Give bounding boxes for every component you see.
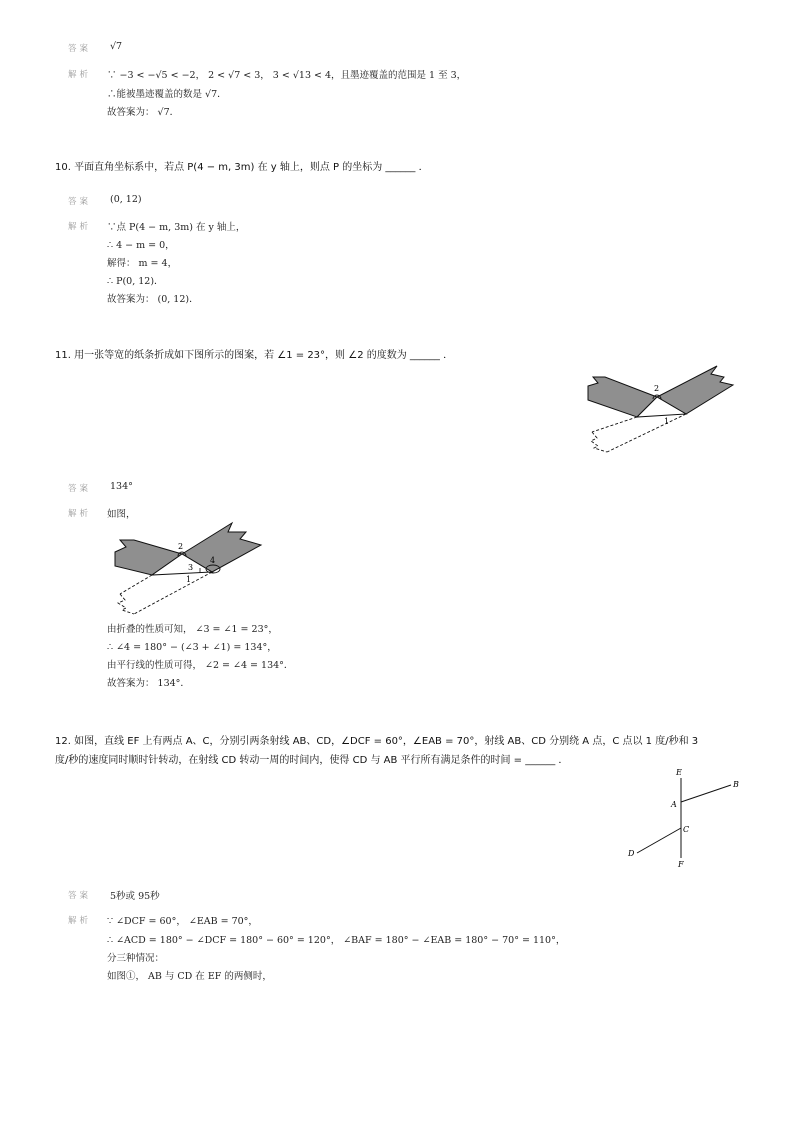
dashed-zigzag <box>591 432 607 452</box>
question-12-line1: 12. 如图，直线 EF 上有两点 A、C，分别引两条射线 AB、CD，∠DCF = 60°，∠EAB = 70°，射线 AB、CD 分别绕 A 点，C 点以 1 度/秒和 3 <box>55 736 699 747</box>
ray-cd <box>637 828 681 853</box>
point-f-label: F <box>678 860 684 869</box>
analysis-tag: 解析 <box>68 222 92 232</box>
answer-value: 5秒或 95秒 <box>110 891 160 902</box>
analysis-line: 故答案为： (0, 12)． <box>107 294 199 305</box>
analysis-intro: 如图， <box>107 509 136 520</box>
analysis-line: ∴ 4 − m = 0， <box>107 240 175 251</box>
answer-tag: 答案 <box>68 891 92 901</box>
point-e-label: E <box>676 768 682 777</box>
analysis-line: ∴能被墨迹覆盖的数是 √7． <box>107 89 227 100</box>
dashed-zigzag <box>118 594 134 614</box>
answer-value: (0, 12) <box>110 194 142 205</box>
analysis-line: ∵ −3 < −√5 < −2， 2 < √7 < 3， 3 < √13 < 4，且墨迹覆盖的范围是 1 至 3， <box>107 70 467 81</box>
label-1: 1 <box>186 575 192 584</box>
rays-figure <box>622 762 747 874</box>
question-11: 11. 用一张等宽的纸条折成如下图所示的图案，若 ∠1 = 23°，则 ∠2 的度数为 ______ ． <box>55 350 454 361</box>
analysis-line: 故答案为： √7． <box>107 107 180 118</box>
answer-value: √7 <box>110 41 123 52</box>
analysis-tag: 解析 <box>68 509 92 519</box>
analysis-line: 故答案为： 134°． <box>107 678 190 689</box>
analysis-line: 分三种情况： <box>107 953 165 964</box>
point-c-label: C <box>683 825 690 834</box>
answer-tag: 答案 <box>68 484 92 494</box>
question-12-line2: 度/秒的速度同时顺时针转动，在射线 CD 转动一周的时间内，使得 CD 与 AB 平行所有满足条件的时间 = ______ ． <box>55 755 569 766</box>
answer-value: 134° <box>110 481 133 492</box>
label-3: 3 <box>188 563 194 572</box>
analysis-line: ∵ ∠DCF = 60°， ∠EAB = 70°， <box>107 916 258 927</box>
analysis-line: 由折叠的性质可知， ∠3 = ∠1 = 23°， <box>107 624 278 635</box>
point-a-label: A <box>671 800 677 809</box>
answer-tag: 答案 <box>68 197 92 207</box>
analysis-tag: 解析 <box>68 916 92 926</box>
folded-strip-figure <box>585 360 745 460</box>
dashed-strip-edge <box>120 572 212 614</box>
analysis-line: ∴ P(0, 12)． <box>107 276 164 287</box>
label-2: 2 <box>654 384 660 393</box>
dashed-strip-edge <box>592 414 686 452</box>
label-1: 1 <box>664 417 670 426</box>
analysis-line: ∴ ∠4 = 180° − (∠3 + ∠1) = 134°， <box>107 642 277 653</box>
point-d-label: D <box>628 849 635 858</box>
analysis-line: ∵点 P(4 − m, 3m) 在 y 轴上， <box>107 222 246 233</box>
solution-strip-figure <box>112 520 272 618</box>
analysis-tag: 解析 <box>68 70 92 80</box>
answer-tag: 答案 <box>68 44 92 54</box>
label-2: 2 <box>178 542 184 551</box>
analysis-line: ∴ ∠ACD = 180° − ∠DCF = 180° − 60° = 120°， ∠BAF = 180° − ∠EAB = 180° − 70° = 110°， <box>107 935 566 946</box>
ray-ab <box>681 785 731 802</box>
analysis-line: 由平行线的性质可得， ∠2 = ∠4 = 134°． <box>107 660 294 671</box>
label-4: 4 <box>210 556 216 565</box>
question-10: 10. 平面直角坐标系中，若点 P(4 − m, 3m) 在 y 轴上，则点 P 的坐标为 ______ ． <box>55 162 429 173</box>
analysis-line: 解得： m = 4， <box>107 258 178 269</box>
analysis-line: 如图①， AB 与 CD 在 EF 的两侧时， <box>107 971 272 982</box>
point-b-label: B <box>733 780 739 789</box>
